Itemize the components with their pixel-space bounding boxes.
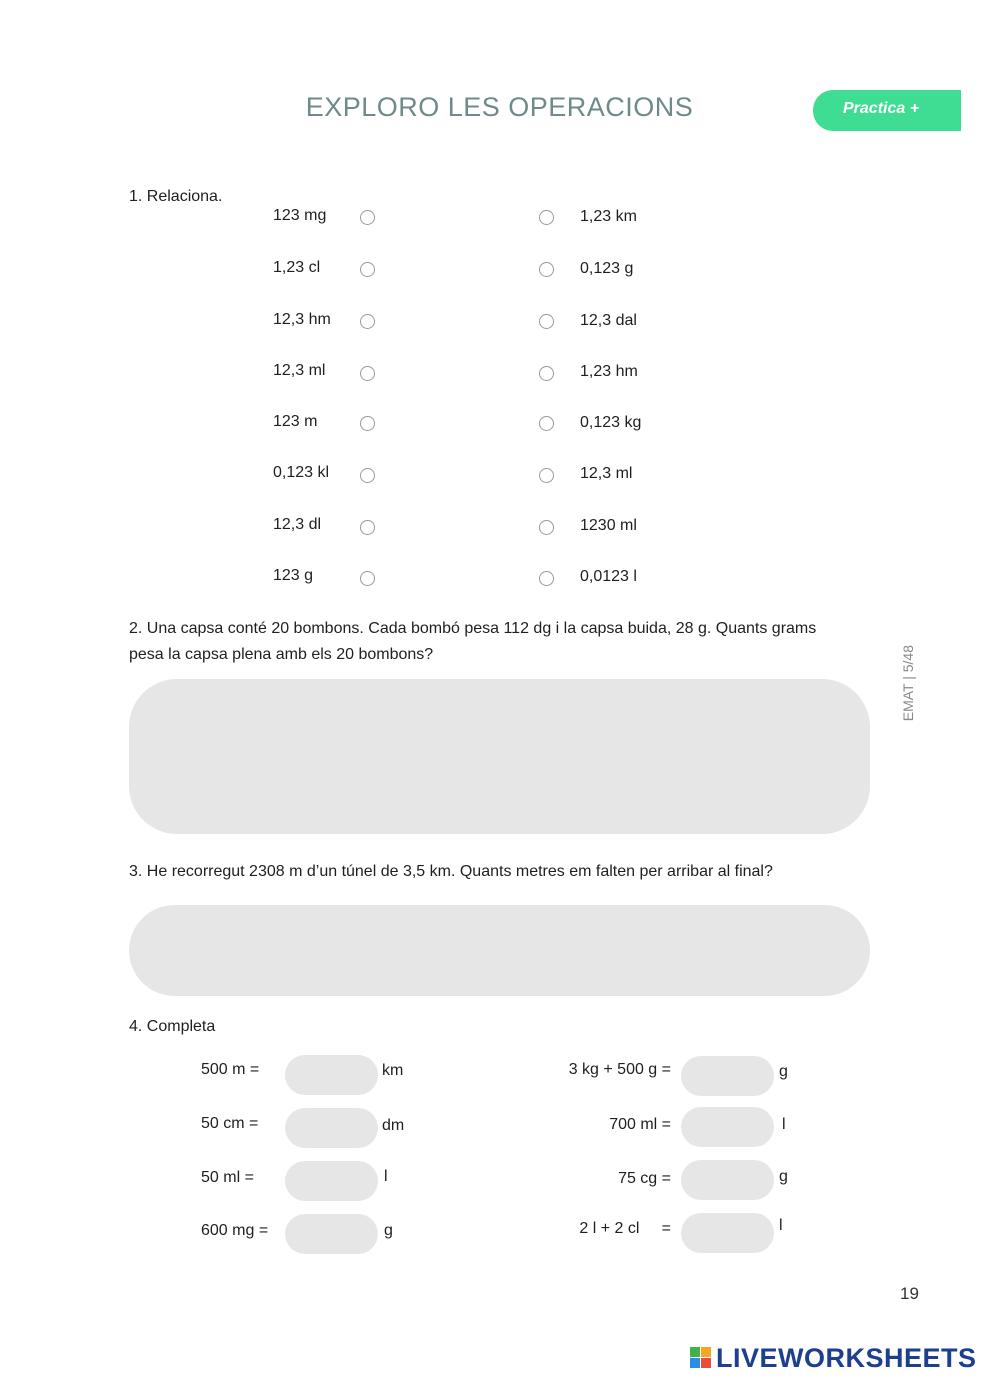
q2-line-1: 2. Una capsa conté 20 bombons. Cada bombó pesa 112 dg i la capsa buida, 28 g. Quants grams — [129, 620, 817, 637]
side-code — [900, 645, 924, 755]
q1-right-dot[interactable] — [539, 468, 554, 483]
q1-left-item: 12,3 ml — [273, 362, 326, 379]
q1-prompt: 1. Relaciona. — [129, 188, 223, 205]
q4-answer-field[interactable] — [681, 1107, 774, 1147]
q4-unit: l — [384, 1168, 388, 1185]
q1-right-item: 12,3 dal — [580, 312, 637, 329]
q4-answer-field[interactable] — [285, 1161, 378, 1201]
q1-left-item: 12,3 dl — [273, 516, 322, 533]
q1-left-dot[interactable] — [360, 210, 375, 225]
q2-answer-box[interactable] — [129, 679, 870, 834]
q4-prompt: 4. Completa — [129, 1018, 216, 1035]
q4-unit: g — [779, 1168, 788, 1185]
q4-answer-field[interactable] — [681, 1056, 774, 1096]
q1-right-dot[interactable] — [539, 416, 554, 431]
q4-unit: dm — [382, 1117, 405, 1134]
q1-left-dot[interactable] — [360, 520, 375, 535]
footer-brand — [690, 1343, 977, 1374]
q1-left-dot[interactable] — [360, 571, 375, 586]
footer-brand-text: LIVEWORKSHEETS — [716, 1343, 977, 1373]
q2-line-2: pesa la capsa plena amb els 20 bombons? — [129, 646, 434, 663]
q4-expression: 3 kg + 500 g = — [568, 1061, 671, 1078]
q1-left-item: 12,3 hm — [273, 311, 331, 328]
q1-left-item: 1,23 cl — [273, 259, 321, 276]
q1-right-dot[interactable] — [539, 571, 554, 586]
q4-answer-field[interactable] — [681, 1213, 774, 1253]
q3-answer-box[interactable] — [129, 905, 870, 996]
q4-expression: 700 ml = — [609, 1116, 671, 1133]
q4-answer-field[interactable] — [285, 1108, 378, 1148]
q2-text — [129, 616, 869, 668]
q4-answer-field[interactable] — [285, 1055, 378, 1095]
q1-right-item: 1,23 hm — [580, 363, 638, 380]
q1-left-dot[interactable] — [360, 468, 375, 483]
q1-right-item: 12,3 ml — [580, 465, 633, 482]
q1-left-dot[interactable] — [360, 314, 375, 329]
q1-right-item: 0,123 kg — [580, 414, 642, 431]
page-number: 19 — [900, 1284, 919, 1303]
q1-right-item: 0,0123 l — [580, 568, 637, 585]
q1-left-item: 123 mg — [273, 207, 327, 224]
q1-left-dot[interactable] — [360, 262, 375, 277]
q4-expression: 75 cg = — [618, 1170, 671, 1187]
q1-right-item: 0,123 g — [580, 260, 634, 277]
q4-unit: l — [782, 1116, 786, 1133]
q4-answer-field[interactable] — [285, 1214, 378, 1254]
q1-left-dot[interactable] — [360, 416, 375, 431]
q1-left-item: 123 g — [273, 567, 314, 584]
q3-text: 3. He recorregut 2308 m d’un túnel de 3,5 km. Quants metres em falten per arribar al final? — [129, 863, 773, 880]
q1-left-item: 0,123 kl — [273, 464, 330, 481]
q1-right-item: 1230 ml — [580, 517, 637, 534]
q1-right-item: 1,23 km — [580, 208, 637, 225]
q1-right-dot[interactable] — [539, 366, 554, 381]
q4-unit: l — [779, 1217, 783, 1234]
practica-badge: Practica + — [813, 90, 961, 131]
q4-expression: 2 l + 2 cl = — [579, 1220, 671, 1237]
page-title: EXPLORO LES OPERACIONS — [305, 92, 694, 122]
q4-expression: 50 ml = — [201, 1169, 254, 1186]
q1-right-dot[interactable] — [539, 314, 554, 329]
q1-right-dot[interactable] — [539, 262, 554, 277]
liveworksheets-logo-icon — [690, 1347, 712, 1369]
q4-expression: 50 cm = — [201, 1115, 259, 1132]
q4-unit: km — [382, 1062, 404, 1079]
q4-unit: g — [384, 1222, 393, 1239]
q4-expression: 600 mg = — [201, 1222, 269, 1239]
q1-right-dot[interactable] — [539, 520, 554, 535]
q4-unit: g — [779, 1063, 788, 1080]
q1-right-dot[interactable] — [539, 210, 554, 225]
q4-answer-field[interactable] — [681, 1160, 774, 1200]
q4-expression: 500 m = — [201, 1061, 260, 1078]
side-code-text: EMAT | 5/48 — [900, 645, 916, 722]
q1-left-dot[interactable] — [360, 366, 375, 381]
q1-left-item: 123 m — [273, 413, 318, 430]
